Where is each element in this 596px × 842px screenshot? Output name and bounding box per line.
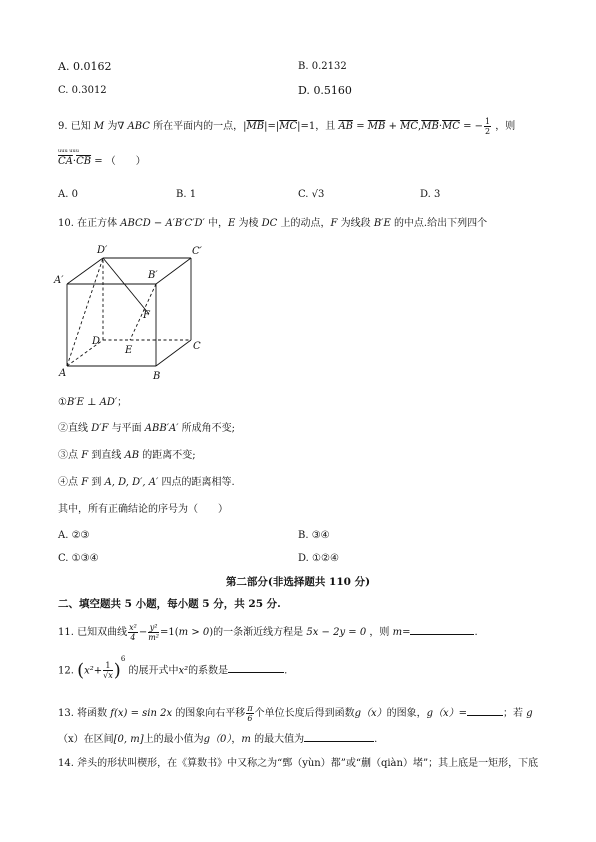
q11-answer-blank[interactable] [410,624,474,635]
q10-statement-2: ②直线 D′F 与平面 ABB′A′ 所成角不变; [58,423,236,434]
q13-answer-blank-2[interactable] [304,731,374,742]
q9-option-d: D. 3 [420,189,441,200]
q13-answer-blank-1[interactable] [467,705,503,716]
q10-stem: 10. 在正方体 ABCD − A′B′C′D′ 中，E 为棱 DC 上的动点，F 为线段 B′E 的中点.给出下列四个 [58,218,488,229]
x2-over-4: $\frac{\text{x²}}{4}$ [129,623,137,642]
q9-stem-line2: $\overline{CA}\cdot\overline{CB}$ = （ ） [58,156,146,167]
q9-option-b: B. 1 [176,189,197,200]
q10-question: 其中，所有正确结论的序号为（ ） [58,504,228,515]
label-e: E [125,345,133,356]
label-cp: C′ [192,246,202,257]
label-a: A [59,368,67,379]
q10-statement-1: ①B′E ⊥ AD′； [58,397,128,408]
q8-option-c: C. 0.3012 [58,85,107,96]
label-dp: D′ [97,245,108,256]
q9-vector-marks: uuu uuu [58,148,79,154]
y2-over-m2: $\frac{\text{y²}}{\text{m²}}$ [148,623,159,642]
q10-statement-3: ③点 F 到直线 AB 的距离不变; [58,450,196,461]
pi-over-6: $\frac{\pi}{6}$ [247,704,253,723]
one-over-sqrtx: $\frac{1}{√x}$ [103,661,113,681]
q13-stem: 13. 将函数 f(x) = sin 2x 的图象向右平移 $\frac{\pi}{6}$ 个单位长度后得到函数g（x）的图象，g（x）= ；若 g [58,704,533,723]
half-fraction: $\frac{1}{2}$ [485,117,491,136]
edge-apdp [67,258,103,284]
q10-option-b: B. ③④ [298,530,330,541]
q9-stem: 9. 已知 M 为∇ ABC 所在平面内的一点，$|\overline{MB}|=|\overline{MC}|=1$，且 $\overline{AB} = \overline{MB} + \overline{MC},\overline{MB}\cdot\overline{MC}$ = − $\frac{1}{2}$ ，则 [58,117,516,136]
label-d: D [92,336,101,347]
q8-option-b: B. 0.2132 [298,61,347,72]
q10-statement-4: ④点 F 到 A, D, D′, A′ 四点的距离相等. [58,477,235,488]
label-b: B [153,371,161,382]
q10-option-a: A. ②③ [58,530,90,541]
part-two-heading: 第二部分(非选择题共 110 分) [225,576,371,588]
label-f: F [143,310,150,321]
q12-answer-blank[interactable] [228,662,284,673]
q12-stem: 12. (x²+ $\frac{1}{√x}$ )$^6$ 的展开式中x²的系数是 . [58,655,288,681]
edge-bpcp [156,258,191,284]
cube-figure [50,240,210,385]
q8-option-a: A. 0.0162 [58,60,112,73]
segment-dpf [103,258,149,314]
edge-bc [156,340,191,366]
q8-option-d: D. 0.5160 [298,84,352,97]
segment-adp [67,258,103,366]
q10-option-c: C. ①③④ [58,553,99,564]
q9-option-a: A. 0 [58,189,78,200]
label-ap: A′ [54,275,64,286]
q9-option-c: C. √3 [298,189,325,200]
label-c: C [193,341,201,352]
label-bp: B′ [148,270,158,281]
q10-option-d: D. ①②④ [298,553,339,564]
q14-stem: 14. 斧头的形状叫楔形，在《算数书》中又称之为“鄄（yùn）都”或“蒯（qiàn）堵”；其上底是一矩形，下底 [58,758,539,769]
q13-stem-line2: （x）在区间[0, m]上的最小值为g（0），m 的最大值为 . [58,731,377,747]
section-two-heading: 二、填空题共 5 小题，每小题 5 分，共 25 分. [58,598,281,610]
q11-stem: 11. 已知双曲线 $\frac{\text{x²}}{4}$ − $\frac{\text{y²}}{\text{m²}}$ =1(m > 0)的一条渐近线方程是 5x − 2y = 0 ，则 m= . [58,623,478,642]
